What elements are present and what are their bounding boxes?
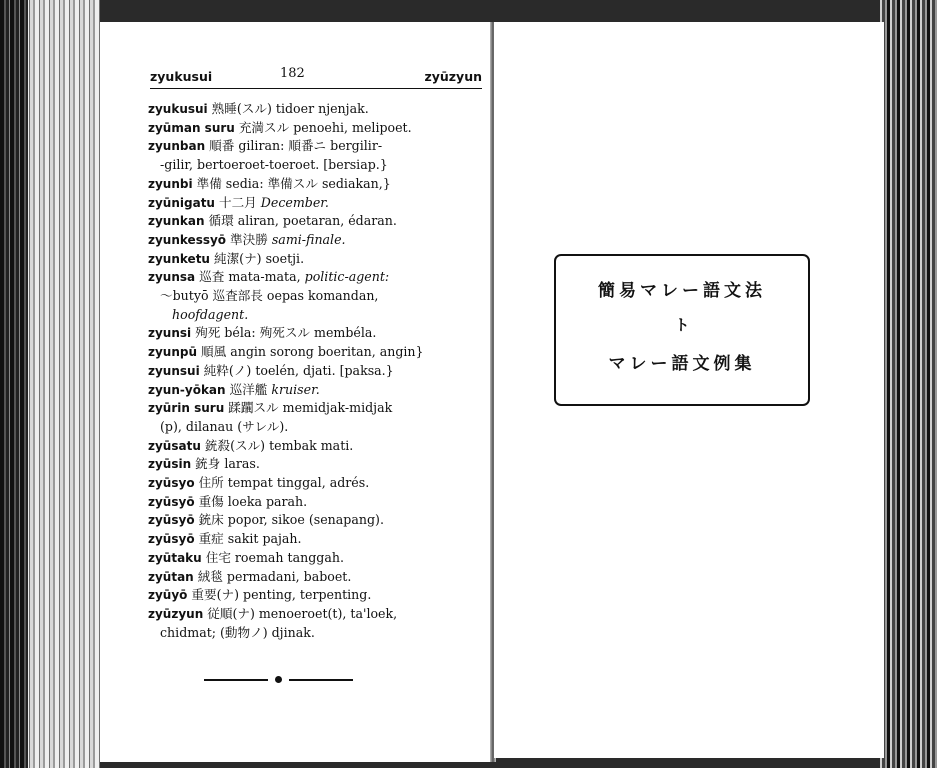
- dictionary-entry: [148, 194, 488, 213]
- dictionary-entry: [148, 137, 488, 156]
- dictionary-entry: [148, 437, 488, 456]
- entry-definition: 殉死 béla: 殉死スル membéla.: [191, 325, 377, 341]
- entry-definition: 十二月: [214, 194, 261, 210]
- dictionary-entry: [148, 231, 488, 250]
- dictionary-entry: [148, 287, 488, 306]
- entry-definition: (p), dilanau (サレル).: [160, 418, 289, 434]
- dictionary-entry: [148, 381, 488, 400]
- entry-definition: 従順(ナ) menoeroet(t), ta'loek,: [203, 605, 398, 621]
- entry-definition: 蹂躙スル memidjak-midjak: [224, 400, 393, 416]
- entry-headword: zyūsin: [148, 457, 192, 472]
- entry-headword: zyunsa: [148, 270, 196, 285]
- entry-headword: zyūsyo: [148, 476, 195, 491]
- dictionary-entry: [148, 530, 488, 549]
- dictionary-entry: [148, 493, 488, 512]
- entry-definition: 循環 aliran, poetaran, édaran.: [204, 213, 397, 229]
- dictionary-entry: [148, 212, 488, 231]
- dictionary-entry: [148, 549, 488, 568]
- entry-headword: zyunkan: [148, 214, 205, 229]
- entry-definition: 巡洋艦: [225, 381, 272, 397]
- entry-definition: 純粋(ノ) toelén, djati. [paksa.}: [199, 362, 394, 378]
- dictionary-entry: [148, 511, 488, 530]
- entry-definition: 充満スル penoehi, melipoet.: [234, 119, 412, 135]
- entry-definition: 銃床 popor, sikoe (senapang).: [194, 512, 384, 528]
- entry-headword: zyunbi: [148, 176, 193, 191]
- entry-definition: 銃身 laras.: [191, 456, 260, 472]
- entry-definition: [148, 307, 160, 322]
- entry-headword: zyunsui: [148, 363, 200, 378]
- entry-headword: zyūsyō: [148, 494, 195, 509]
- entry-headword: zyun-yōkan: [148, 382, 226, 397]
- dictionary-entry: [148, 306, 488, 325]
- end-ornament: [204, 676, 354, 684]
- entry-headword: zyunketu: [148, 251, 210, 266]
- end-rule-dot: [275, 676, 282, 683]
- header-left-word: zyukusui: [150, 69, 213, 84]
- dictionary-entry: [148, 362, 488, 381]
- entry-definition: chidmat; (動物ノ) djinak.: [160, 624, 315, 640]
- entry-headword: zyūyō: [148, 588, 188, 603]
- dictionary-entry: [148, 399, 488, 418]
- entry-definition: 絨毯 permadani, baboet.: [193, 568, 352, 584]
- entry-definition: 純潔(ナ) soetji.: [209, 250, 305, 266]
- entry-definition: 住所 tempat tinggal, adrés.: [194, 475, 370, 491]
- entry-headword: zyūtan: [148, 569, 194, 584]
- dictionary-entry: [148, 175, 488, 194]
- entry-italic-term: kruiser.: [271, 381, 320, 397]
- entry-headword: zyukusui: [148, 102, 208, 116]
- left-page: [100, 22, 492, 762]
- dictionary-entry: [148, 250, 488, 269]
- entry-definition: 順番 giliran: 順番ニ bergilir-: [205, 138, 383, 154]
- entry-italic-term: December.: [260, 194, 329, 210]
- entry-headword: zyūsatu: [148, 438, 201, 453]
- running-header: [150, 66, 482, 89]
- entry-definition: 重要(ナ) penting, terpenting.: [187, 587, 372, 603]
- entry-definition: -gilir, bertoeroet-toeroet. [bersiap.}: [160, 157, 388, 173]
- entry-definition: 順風 angin sorong boeritan, angin}: [197, 344, 424, 360]
- dictionary-entry: [148, 605, 488, 624]
- end-rule-right-line: [289, 679, 353, 681]
- entry-definition: 銃殺(スル) tembak mati.: [200, 437, 354, 453]
- entry-italic-term: sami-finale.: [271, 231, 346, 247]
- entry-definition: 重傷 loeka parah.: [194, 493, 308, 509]
- dictionary-entry: [148, 119, 488, 138]
- title-box: [554, 254, 810, 406]
- title-line-1: 簡易マレー語文法: [598, 281, 766, 301]
- header-right-word: zyūzyun: [424, 69, 482, 84]
- entry-definition: 巡査 mata-mata,: [195, 269, 305, 285]
- entry-headword: zyūtaku: [148, 550, 202, 565]
- page-number: 182: [280, 66, 305, 81]
- entry-definition: 住宅 roemah tanggah.: [201, 549, 344, 565]
- entry-headword: zyūsyō: [148, 513, 195, 528]
- book-right-edge: [880, 0, 937, 768]
- entry-headword: zyunkessyō: [148, 232, 227, 247]
- entry-headword: zyūzyun: [148, 606, 204, 621]
- dictionary-entry: [148, 100, 488, 119]
- dictionary-entry: [148, 324, 488, 343]
- entry-headword: zyunban: [148, 139, 206, 154]
- title-line-3: マレー語文例集: [608, 354, 756, 374]
- dictionary-entry: [148, 268, 488, 287]
- entry-headword: zyunpū: [148, 345, 198, 360]
- end-rule-left-line: [204, 679, 268, 681]
- dictionary-entry: [148, 156, 488, 175]
- entry-definition: 準備 sedia: 準備スル sediakan,}: [192, 175, 391, 191]
- entry-definition: 準決勝: [226, 231, 272, 247]
- entry-headword: zyūrin suru: [148, 401, 225, 416]
- entry-headword: zyūnigatu: [148, 195, 215, 210]
- dictionary-entry: [148, 568, 488, 587]
- book-cover-edge: [0, 0, 28, 768]
- title-line-2: ト: [674, 316, 690, 334]
- dictionary-entry: [148, 343, 488, 362]
- entry-definition: ～butyō 巡査部長 oepas komandan,: [160, 288, 379, 304]
- entry-definition: 重症 sakit pajah.: [194, 531, 302, 547]
- dictionary-entry: [148, 586, 488, 605]
- entry-italic-term: politic-agent:: [304, 269, 390, 285]
- entry-definition: 熟睡(スル) tidoer njenjak.: [207, 101, 369, 116]
- entry-headword: zyūsyō: [148, 532, 195, 547]
- dictionary-entry: [148, 624, 488, 643]
- dictionary-entries: [148, 100, 488, 642]
- dictionary-entry: [148, 418, 488, 437]
- entry-italic-term: hoofdagent.: [172, 306, 249, 322]
- dictionary-entry: [148, 474, 488, 493]
- right-page: [494, 22, 884, 758]
- entry-headword: zyunsi: [148, 326, 192, 341]
- dictionary-entry: [148, 455, 488, 474]
- entry-headword: zyūman suru: [148, 120, 235, 135]
